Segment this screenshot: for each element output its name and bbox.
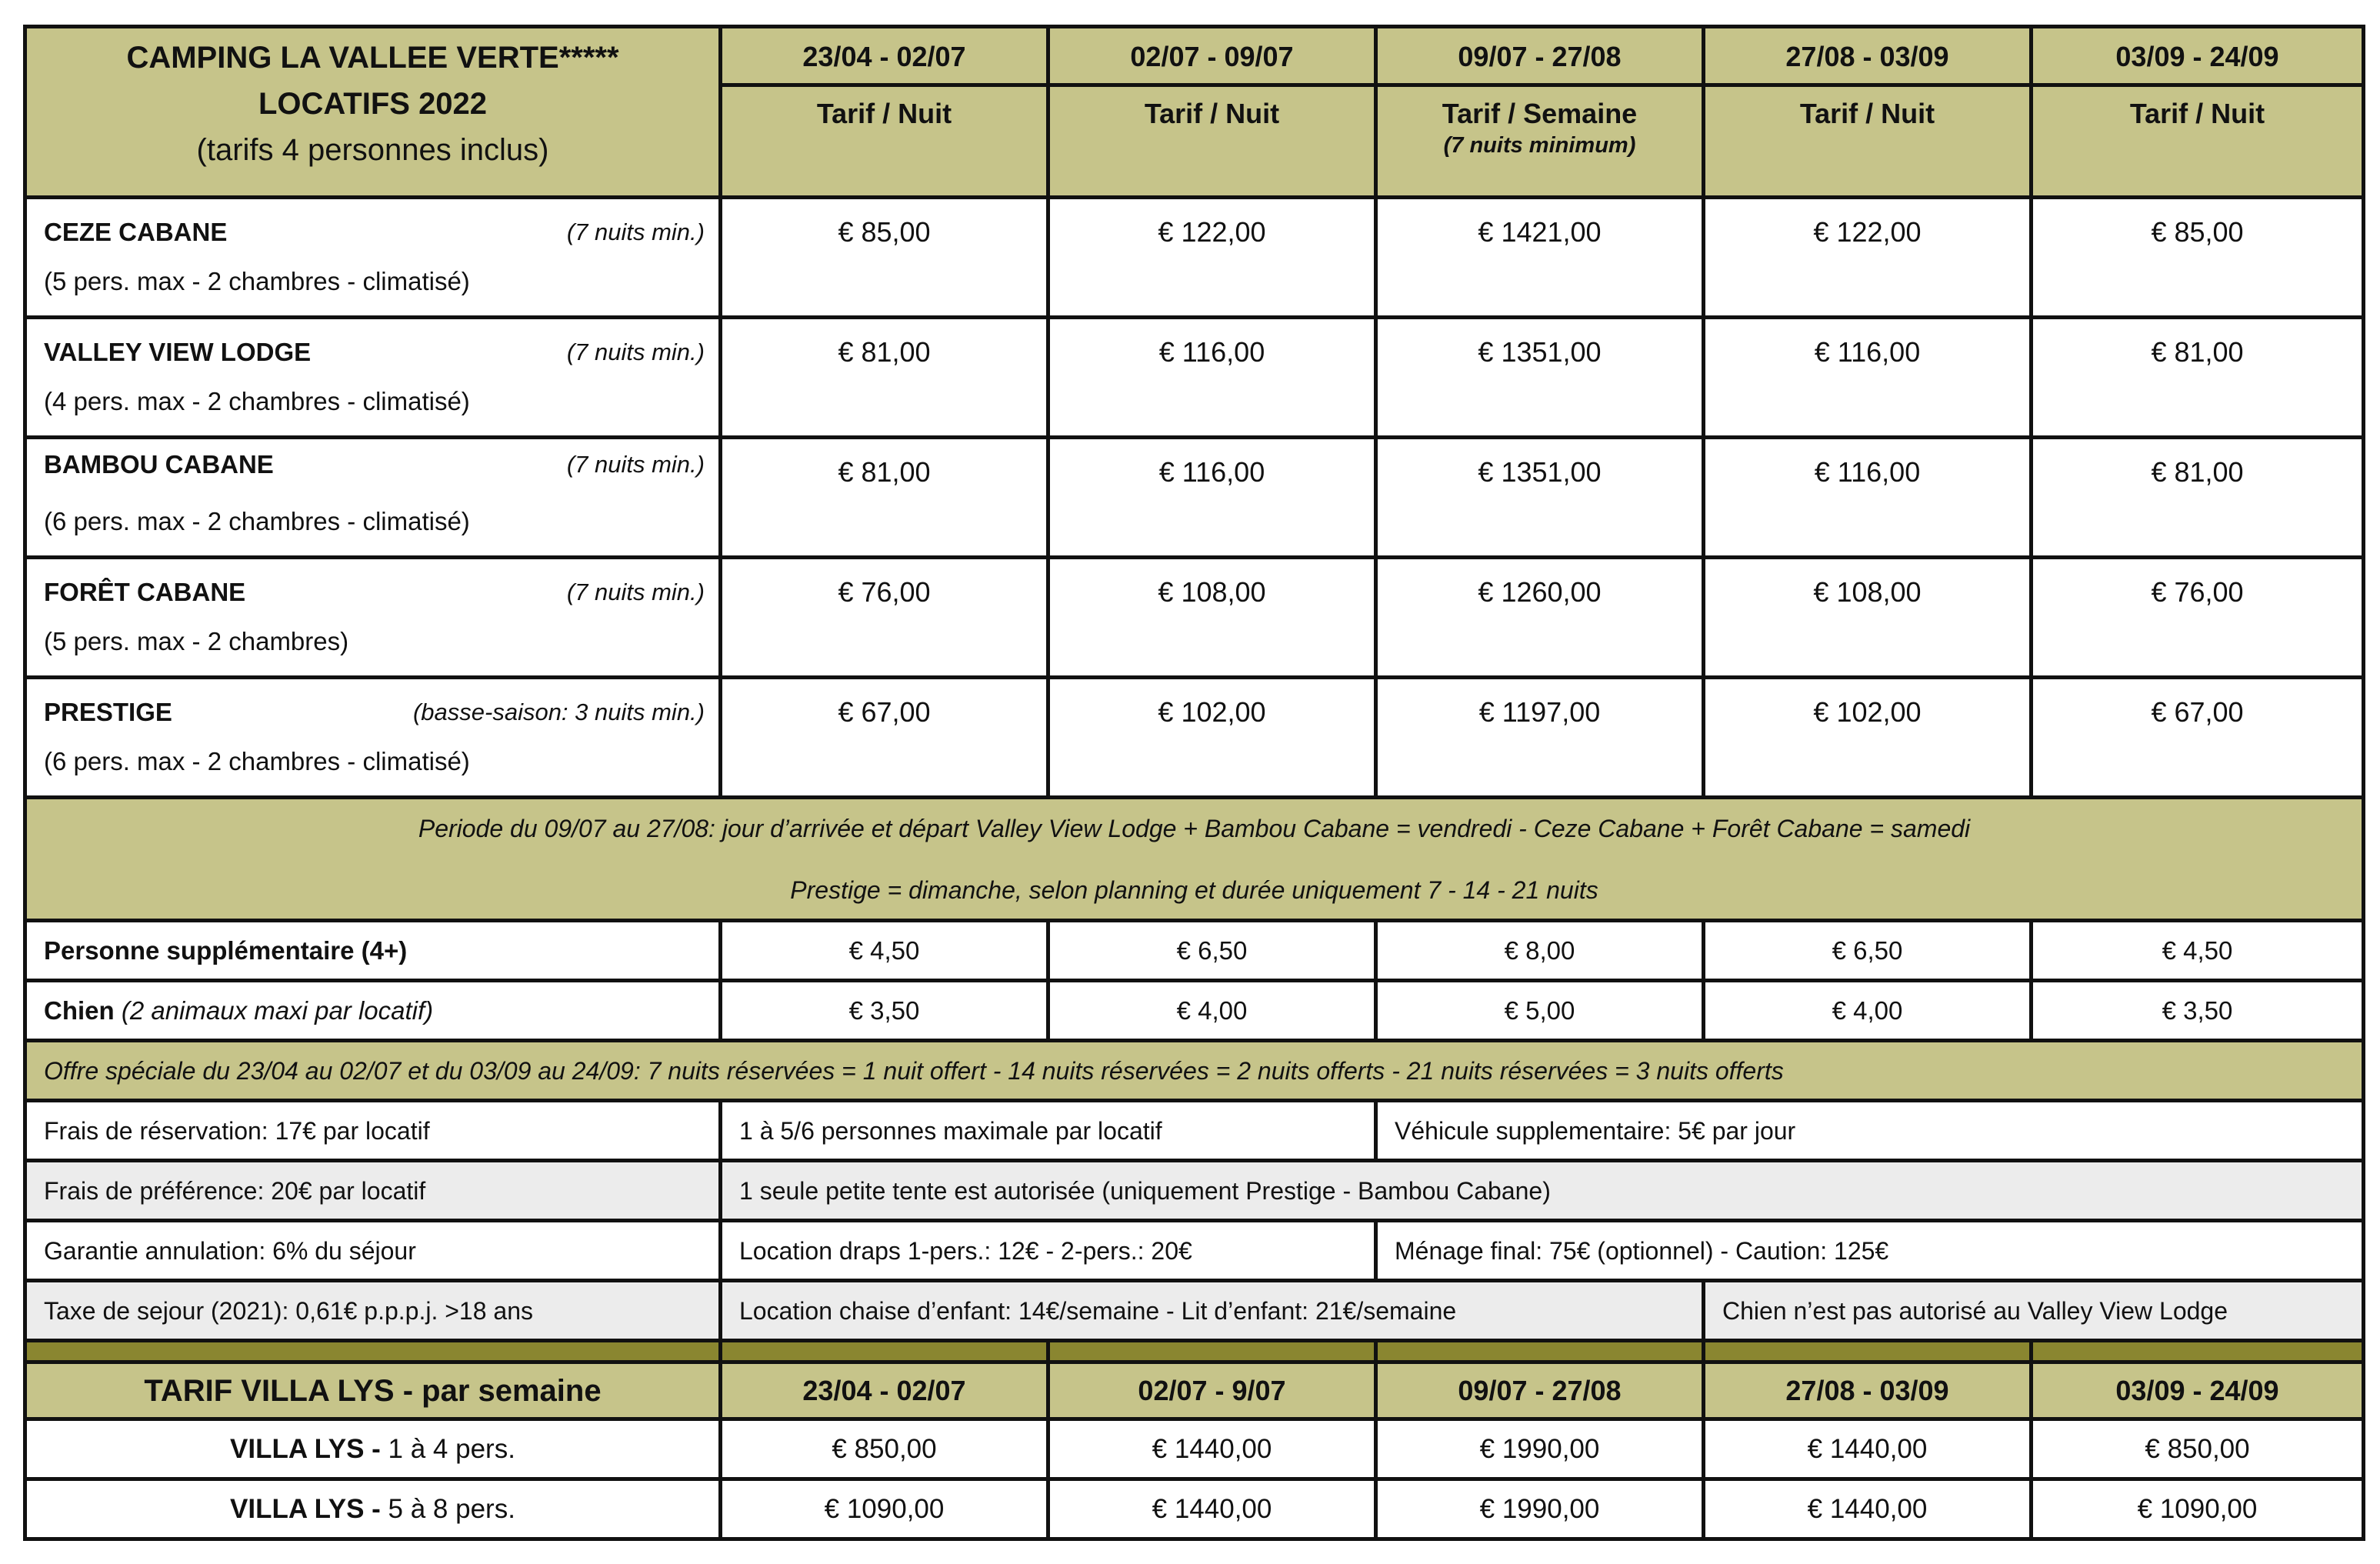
villa-period-header: 23/04 - 02/07 <box>721 1362 1048 1419</box>
unit-row <box>25 318 2364 438</box>
page-subtitle: LOCATIFS 2022 <box>258 87 488 121</box>
unit-note: (7 nuits min.) <box>566 579 705 605</box>
unit-row <box>25 438 2364 558</box>
tarif-header-note: (7 nuits minimum) <box>1443 133 1636 158</box>
header-title-cell <box>25 27 721 198</box>
page-title: CAMPING LA VALLEE VERTE***** <box>126 41 619 75</box>
unit-row <box>25 198 2364 318</box>
villa-label <box>25 1479 721 1539</box>
unit-price: € 102,00 <box>1048 678 1376 798</box>
villa-pers: 5 à 8 pers. <box>388 1493 515 1524</box>
unit-price: € 81,00 <box>2032 318 2364 438</box>
unit-note: (7 nuits min.) <box>566 338 705 365</box>
info-cell: Chien n’est pas autorisé au Valley View Lodge <box>1704 1281 2364 1341</box>
villa-pers: 1 à 4 pers. <box>388 1433 515 1464</box>
extra-price: € 6,50 <box>1704 921 2032 981</box>
period-header: 02/07 - 09/07 <box>1048 27 1376 85</box>
page-note: (tarifs 4 personnes inclus) <box>196 133 549 167</box>
tarif-header: Tarif / Nuit <box>1704 85 2032 198</box>
unit-price: € 116,00 <box>1704 438 2032 558</box>
villa-period-header: 27/08 - 03/09 <box>1704 1362 2032 1419</box>
unit-price: € 108,00 <box>1704 558 2032 678</box>
period-header: 23/04 - 02/07 <box>721 27 1048 85</box>
period-header: 09/07 - 27/08 <box>1376 27 1704 85</box>
villa-price: € 1090,00 <box>2032 1479 2364 1539</box>
period-note-line: Prestige = dimanche, selon planning et durée uniquement 7 - 14 - 21 nuits <box>790 875 1598 904</box>
tarif-header-label: Tarif / Semaine <box>1442 98 1638 129</box>
rates-table <box>23 25 2365 1541</box>
unit-name: BAMBOU CABANE <box>44 450 274 479</box>
extra-row <box>25 981 2364 1041</box>
unit-name: FORÊT CABANE <box>44 578 246 606</box>
period-note-line: Periode du 09/07 au 27/08: jour d’arrivée et départ Valley View Lodge + Bambou Cabane = vendredi - Ceze Cabane + Forêt Cabane = samedi <box>418 814 1971 842</box>
unit-price: € 76,00 <box>721 558 1048 678</box>
unit-price: € 85,00 <box>721 198 1048 318</box>
unit-cell <box>25 678 721 798</box>
unit-desc: (5 pers. max - 2 chambres - climatisé) <box>44 267 470 295</box>
unit-price: € 67,00 <box>721 678 1048 798</box>
unit-row <box>25 558 2364 678</box>
extra-label-text: Personne supplémentaire (4+) <box>44 935 408 965</box>
info-cell: Taxe de sejour (2021): 0,61€ p.p.p.j. >18 ans <box>25 1281 721 1341</box>
extra-price: € 4,50 <box>721 921 1048 981</box>
unit-desc: (5 pers. max - 2 chambres) <box>44 627 349 655</box>
unit-price: € 81,00 <box>721 318 1048 438</box>
villa-row <box>25 1479 2364 1539</box>
tarif-header: Tarif / Nuit <box>721 85 1048 198</box>
section-divider <box>25 1341 2364 1362</box>
extra-price: € 3,50 <box>2032 981 2364 1041</box>
unit-price: € 116,00 <box>1704 318 2032 438</box>
villa-name: VILLA LYS - <box>230 1493 388 1524</box>
villa-price: € 1440,00 <box>1048 1419 1376 1479</box>
info-cell: 1 à 5/6 personnes maximale par locatif <box>721 1101 1376 1161</box>
unit-name: PRESTIGE <box>44 698 172 726</box>
unit-desc: (6 pers. max - 2 chambres - climatisé) <box>44 507 470 535</box>
unit-price: € 67,00 <box>2032 678 2364 798</box>
villa-name: VILLA LYS - <box>230 1433 388 1464</box>
info-cell: Véhicule supplementaire: 5€ par jour <box>1376 1101 2364 1161</box>
unit-price: € 116,00 <box>1048 318 1376 438</box>
unit-price: € 108,00 <box>1048 558 1376 678</box>
unit-price: € 122,00 <box>1048 198 1376 318</box>
extra-price: € 8,00 <box>1376 921 1704 981</box>
tarif-header: Tarif / Nuit <box>1048 85 1376 198</box>
unit-price: € 81,00 <box>2032 438 2364 558</box>
villa-price: € 850,00 <box>721 1419 1048 1479</box>
info-cell: Frais de réservation: 17€ par locatif <box>25 1101 721 1161</box>
special-offer: Offre spéciale du 23/04 au 02/07 et du 03/09 au 24/09: 7 nuits réservées = 1 nuit offert - 14 nuits réservées = 2 nuits offerts - 21 nuits réservées = 3 nuits offerts <box>25 1041 2364 1101</box>
unit-desc: (4 pers. max - 2 chambres - climatisé) <box>44 387 470 415</box>
villa-price: € 1090,00 <box>721 1479 1048 1539</box>
tarif-header-week <box>1376 85 1704 198</box>
unit-price: € 102,00 <box>1704 678 2032 798</box>
unit-cell <box>25 438 721 558</box>
villa-period-header: 09/07 - 27/08 <box>1376 1362 1704 1419</box>
villa-price: € 1440,00 <box>1048 1479 1376 1539</box>
unit-cell <box>25 558 721 678</box>
unit-price: € 1351,00 <box>1376 318 1704 438</box>
unit-cell <box>25 198 721 318</box>
unit-price: € 116,00 <box>1048 438 1376 558</box>
extra-label-text: Chien <box>44 995 115 1025</box>
period-note <box>25 798 2364 921</box>
unit-row <box>25 678 2364 798</box>
period-header: 27/08 - 03/09 <box>1704 27 2032 85</box>
villa-price: € 1990,00 <box>1376 1419 1704 1479</box>
unit-price: € 1351,00 <box>1376 438 1704 558</box>
unit-desc: (6 pers. max - 2 chambres - climatisé) <box>44 747 470 775</box>
extra-price: € 5,00 <box>1376 981 1704 1041</box>
unit-price: € 76,00 <box>2032 558 2364 678</box>
extra-row <box>25 921 2364 981</box>
unit-price: € 1421,00 <box>1376 198 1704 318</box>
villa-row <box>25 1419 2364 1479</box>
unit-price: € 122,00 <box>1704 198 2032 318</box>
villa-price: € 1440,00 <box>1704 1419 2032 1479</box>
unit-name: CEZE CABANE <box>44 218 228 246</box>
rate-sheet <box>23 25 2362 1541</box>
villa-label <box>25 1419 721 1479</box>
unit-note: (7 nuits min.) <box>566 218 705 245</box>
period-header: 03/09 - 24/09 <box>2032 27 2364 85</box>
extra-label <box>25 921 721 981</box>
unit-price: € 1197,00 <box>1376 678 1704 798</box>
info-cell: Ménage final: 75€ (optionnel) - Caution: 125€ <box>1376 1221 2364 1281</box>
villa-price: € 850,00 <box>2032 1419 2364 1479</box>
unit-price: € 1260,00 <box>1376 558 1704 678</box>
tarif-header: Tarif / Nuit <box>2032 85 2364 198</box>
unit-price: € 81,00 <box>721 438 1048 558</box>
extra-price: € 4,50 <box>2032 921 2364 981</box>
villa-period-header: 02/07 - 9/07 <box>1048 1362 1376 1419</box>
villa-title: TARIF VILLA LYS - par semaine <box>25 1362 721 1419</box>
villa-price: € 1440,00 <box>1704 1479 2032 1539</box>
info-cell: 1 seule petite tente est autorisée (uniquement Prestige - Bambou Cabane) <box>721 1161 2364 1221</box>
villa-period-header: 03/09 - 24/09 <box>2032 1362 2364 1419</box>
extra-label <box>25 981 721 1041</box>
info-cell: Frais de préférence: 20€ par locatif <box>25 1161 721 1221</box>
extra-price: € 3,50 <box>721 981 1048 1041</box>
extra-price: € 6,50 <box>1048 921 1376 981</box>
unit-name: VALLEY VIEW LODGE <box>44 338 312 366</box>
info-cell: Location draps 1-pers.: 12€ - 2-pers.: 20€ <box>721 1221 1376 1281</box>
villa-price: € 1990,00 <box>1376 1479 1704 1539</box>
info-cell: Location chaise d’enfant: 14€/semaine - Lit d’enfant: 21€/semaine <box>721 1281 1704 1341</box>
unit-note: (basse-saison: 3 nuits min.) <box>412 699 705 725</box>
info-cell: Garantie annulation: 6% du séjour <box>25 1221 721 1281</box>
unit-cell <box>25 318 721 438</box>
unit-note: (7 nuits min.) <box>566 451 705 478</box>
extra-price: € 4,00 <box>1048 981 1376 1041</box>
unit-price: € 85,00 <box>2032 198 2364 318</box>
extra-price: € 4,00 <box>1704 981 2032 1041</box>
extra-label-note: (2 animaux maxi par locatif) <box>121 995 434 1025</box>
